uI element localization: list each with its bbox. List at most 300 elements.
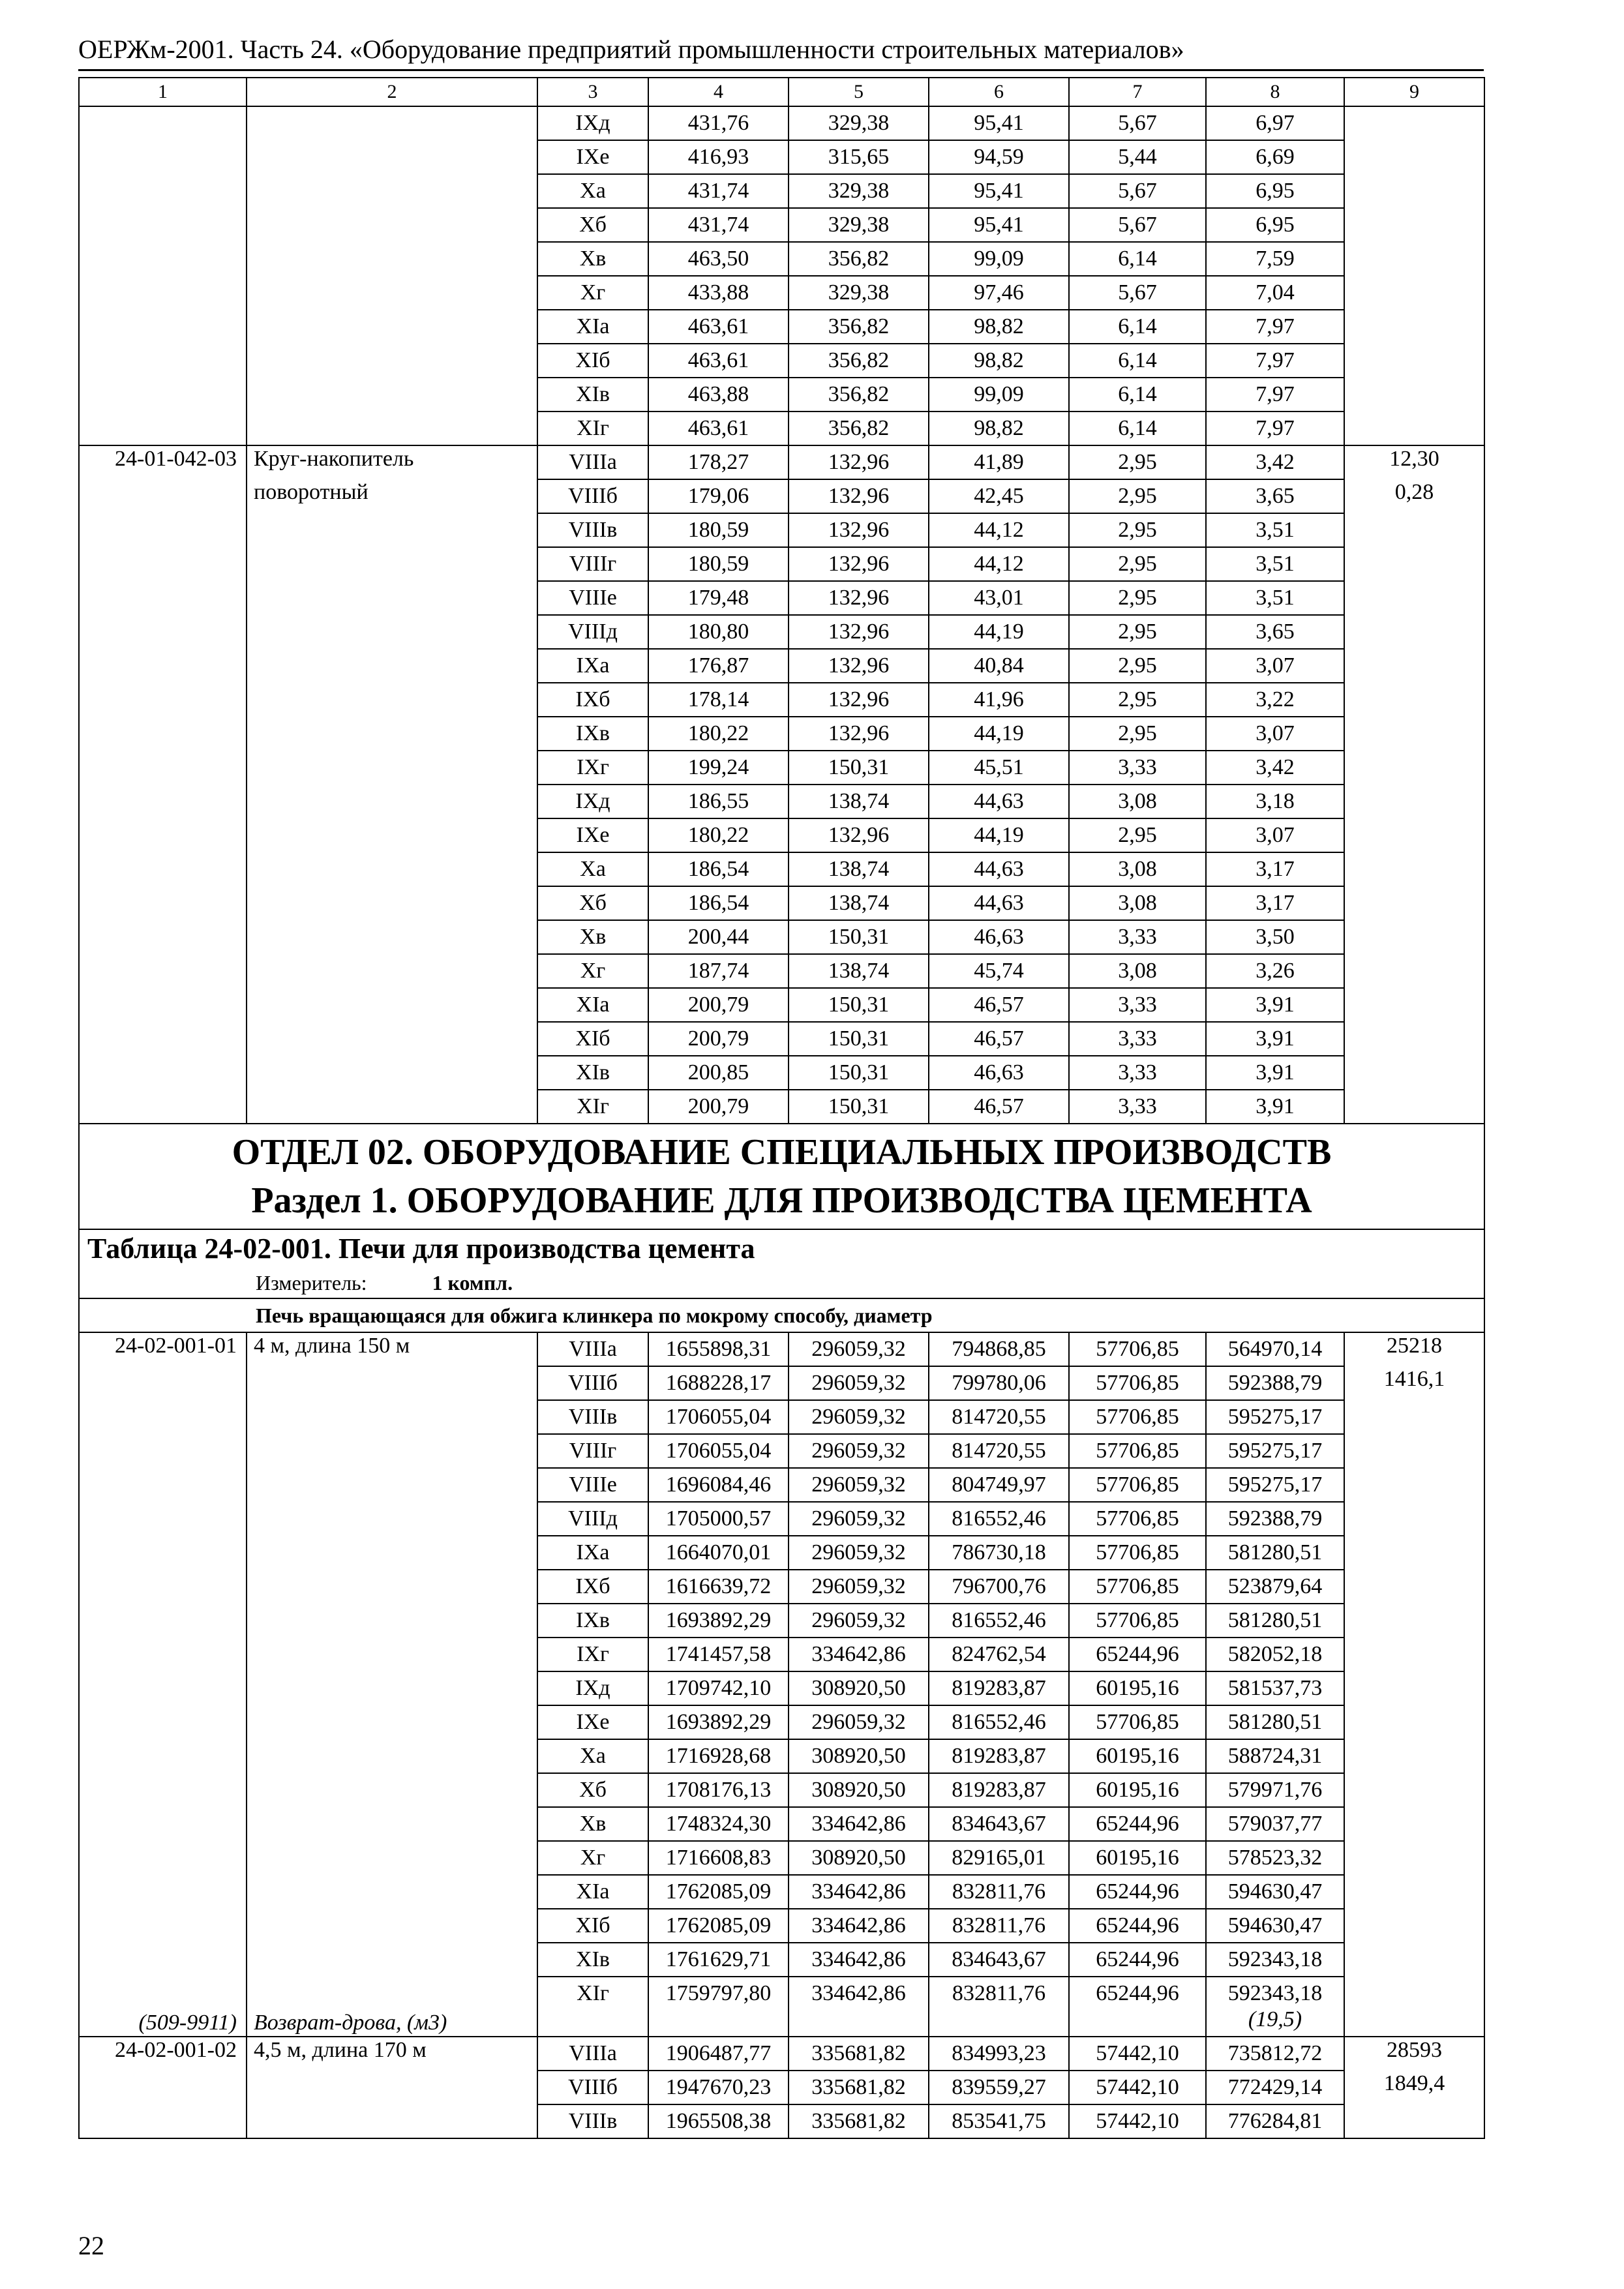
value-cell: 595275,17 bbox=[1206, 1434, 1344, 1468]
value-cell: 296059,32 bbox=[789, 1502, 929, 1536]
code-cell bbox=[79, 513, 247, 547]
col9-cell bbox=[1344, 1807, 1484, 1841]
code-cell bbox=[79, 2071, 247, 2104]
value-cell: 356,82 bbox=[789, 310, 929, 344]
value-cell: 3,91 bbox=[1206, 1090, 1344, 1124]
value-cell: 99,09 bbox=[929, 242, 1069, 276]
name-cell bbox=[247, 344, 537, 378]
col9-cell bbox=[1344, 513, 1484, 547]
value-cell: 98,82 bbox=[929, 344, 1069, 378]
value-cell: 1655898,31 bbox=[648, 1332, 789, 1366]
zone-cell: IXд bbox=[537, 785, 648, 818]
value-cell: 334642,86 bbox=[789, 1909, 929, 1943]
value-cell: 296059,32 bbox=[789, 1705, 929, 1739]
value-cell: 43,01 bbox=[929, 581, 1069, 615]
column-number-cell: 4 bbox=[648, 78, 789, 106]
col9-cell bbox=[1344, 208, 1484, 242]
section-row bbox=[79, 1124, 1484, 1229]
table-row bbox=[79, 1875, 1484, 1909]
value-cell: 186,54 bbox=[648, 886, 789, 920]
value-cell: 200,44 bbox=[648, 920, 789, 954]
name-cell bbox=[247, 242, 537, 276]
zone-cell: IXв bbox=[537, 717, 648, 751]
value-cell: 60195,16 bbox=[1069, 1739, 1206, 1773]
zone-cell: IXе bbox=[537, 1705, 648, 1739]
col9-cell: 1849,4 bbox=[1344, 2071, 1484, 2104]
value-cell: 3,07 bbox=[1206, 818, 1344, 852]
value-cell: 3,51 bbox=[1206, 581, 1344, 615]
zone-cell: VIIIв bbox=[537, 2104, 648, 2138]
value-cell: 44,63 bbox=[929, 785, 1069, 818]
value-cell: 57442,10 bbox=[1069, 2071, 1206, 2104]
value-cell: 356,82 bbox=[789, 411, 929, 445]
table-row bbox=[79, 1604, 1484, 1638]
col9-cell bbox=[1344, 1090, 1484, 1124]
name-cell bbox=[247, 1638, 537, 1671]
zone-cell: IXб bbox=[537, 683, 648, 717]
value-cell: 3,91 bbox=[1206, 1022, 1344, 1056]
value-cell: 334642,86 bbox=[789, 1807, 929, 1841]
code-cell bbox=[79, 1366, 247, 1400]
note-code: (509-9911) bbox=[138, 2011, 237, 2035]
value-cell: 6,97 bbox=[1206, 106, 1344, 140]
value-cell: 564970,14 bbox=[1206, 1332, 1344, 1366]
value-cell: 44,19 bbox=[929, 615, 1069, 649]
table-row bbox=[79, 2071, 1484, 2104]
value-cell: 581280,51 bbox=[1206, 1536, 1344, 1570]
value-cell bbox=[648, 1977, 789, 2037]
zone-cell: VIIIг bbox=[537, 1434, 648, 1468]
value-cell: 1705000,57 bbox=[648, 1502, 789, 1536]
zone-cell: XIб bbox=[537, 1022, 648, 1056]
col9-cell bbox=[1344, 1977, 1484, 2037]
value-cell: 41,89 bbox=[929, 445, 1069, 479]
zone-cell: IXе bbox=[537, 140, 648, 174]
name-cell bbox=[247, 1536, 537, 1570]
value-cell: 1616639,72 bbox=[648, 1570, 789, 1604]
zone-cell: VIIIа bbox=[537, 2037, 648, 2071]
name-cell bbox=[247, 1773, 537, 1807]
table-row bbox=[79, 886, 1484, 920]
code-cell bbox=[79, 1090, 247, 1124]
zone-cell: IXа bbox=[537, 1536, 648, 1570]
name-cell bbox=[247, 2071, 537, 2104]
zone-cell: IXа bbox=[537, 649, 648, 683]
zone-cell: Xв bbox=[537, 920, 648, 954]
zone-cell: XIа bbox=[537, 1875, 648, 1909]
value-cell: 356,82 bbox=[789, 242, 929, 276]
name-cell bbox=[247, 1841, 537, 1875]
value-cell: 187,74 bbox=[648, 954, 789, 988]
code-cell bbox=[79, 1705, 247, 1739]
value-cell: 594630,47 bbox=[1206, 1875, 1344, 1909]
value-cell: 796700,76 bbox=[929, 1570, 1069, 1604]
code-cell bbox=[79, 1604, 247, 1638]
value-cell: 463,88 bbox=[648, 378, 789, 411]
name-cell: поворотный bbox=[247, 479, 537, 513]
value-cell: 42,45 bbox=[929, 479, 1069, 513]
value-cell: 824762,54 bbox=[929, 1638, 1069, 1671]
value-cell: 3,17 bbox=[1206, 886, 1344, 920]
value-cell: 132,96 bbox=[789, 547, 929, 581]
value-cell: 588724,31 bbox=[1206, 1739, 1344, 1773]
value-text: 334642,86 bbox=[811, 1981, 906, 2005]
code-cell bbox=[79, 479, 247, 513]
value-cell: 178,14 bbox=[648, 683, 789, 717]
col9-cell bbox=[1344, 1841, 1484, 1875]
value-cell: 816552,46 bbox=[929, 1705, 1069, 1739]
table-row bbox=[79, 242, 1484, 276]
value-cell: 99,09 bbox=[929, 378, 1069, 411]
value-cell: 296059,32 bbox=[789, 1434, 929, 1468]
name-cell bbox=[247, 683, 537, 717]
zone-cell: IXг bbox=[537, 751, 648, 785]
value-cell: 95,41 bbox=[929, 174, 1069, 208]
zone-cell: Xб bbox=[537, 886, 648, 920]
name-cell bbox=[247, 852, 537, 886]
value-cell: 853541,75 bbox=[929, 2104, 1069, 2138]
value-cell: 329,38 bbox=[789, 174, 929, 208]
measure-value: 1 компл. bbox=[432, 1271, 513, 1294]
value-cell: 1906487,77 bbox=[648, 2037, 789, 2071]
value-cell: 772429,14 bbox=[1206, 2071, 1344, 2104]
value-cell: 3,18 bbox=[1206, 785, 1344, 818]
code-cell bbox=[79, 1638, 247, 1671]
value-cell: 57706,85 bbox=[1069, 1536, 1206, 1570]
value-cell: 98,82 bbox=[929, 411, 1069, 445]
value-cell: 463,50 bbox=[648, 242, 789, 276]
value-cell bbox=[1206, 1977, 1344, 2037]
value-cell: 41,96 bbox=[929, 683, 1069, 717]
value-cell: 46,63 bbox=[929, 920, 1069, 954]
value-cell: 582052,18 bbox=[1206, 1638, 1344, 1671]
table-row bbox=[79, 1773, 1484, 1807]
value-cell: 1708176,13 bbox=[648, 1773, 789, 1807]
value-cell: 95,41 bbox=[929, 208, 1069, 242]
name-cell bbox=[247, 649, 537, 683]
name-cell: 4 м, длина 150 м bbox=[247, 1332, 537, 1366]
zone-cell: Xг bbox=[537, 954, 648, 988]
value-cell: 3,65 bbox=[1206, 479, 1344, 513]
table-row bbox=[79, 1400, 1484, 1434]
value-cell: 308920,50 bbox=[789, 1841, 929, 1875]
name-cell bbox=[247, 988, 537, 1022]
col9-cell bbox=[1344, 547, 1484, 581]
zone-cell: Xа bbox=[537, 174, 648, 208]
table-row bbox=[79, 1638, 1484, 1671]
value-cell: 57706,85 bbox=[1069, 1468, 1206, 1502]
value-cell: 431,74 bbox=[648, 208, 789, 242]
zone-cell: IXд bbox=[537, 1671, 648, 1705]
name-cell bbox=[247, 717, 537, 751]
zone-cell: IXд bbox=[537, 106, 648, 140]
table-row bbox=[79, 717, 1484, 751]
value-cell: 804749,97 bbox=[929, 1468, 1069, 1502]
zone-cell: XIв bbox=[537, 1943, 648, 1977]
code-cell: 24-02-001-01 bbox=[79, 1332, 247, 1366]
col9-cell bbox=[1344, 174, 1484, 208]
col9-cell bbox=[1344, 1671, 1484, 1705]
value-cell: 308920,50 bbox=[789, 1739, 929, 1773]
zone-cell: Xб bbox=[537, 208, 648, 242]
value-cell: 180,22 bbox=[648, 818, 789, 852]
name-cell bbox=[247, 208, 537, 242]
value-cell: 150,31 bbox=[789, 751, 929, 785]
table-title-row bbox=[79, 1229, 1484, 1268]
value-cell: 786730,18 bbox=[929, 1536, 1069, 1570]
value-cell: 814720,55 bbox=[929, 1400, 1069, 1434]
table-row bbox=[79, 1943, 1484, 1977]
value-cell: 3,91 bbox=[1206, 988, 1344, 1022]
name-cell bbox=[247, 1022, 537, 1056]
code-cell bbox=[79, 1943, 247, 1977]
name-cell bbox=[247, 276, 537, 310]
value-cell: 2,95 bbox=[1069, 818, 1206, 852]
subheading-row bbox=[79, 1298, 1484, 1332]
code-cell bbox=[79, 547, 247, 581]
name-cell bbox=[247, 1604, 537, 1638]
value-cell: 799780,06 bbox=[929, 1366, 1069, 1400]
zone-cell: XIа bbox=[537, 988, 648, 1022]
name-cell bbox=[247, 140, 537, 174]
value-cell: 463,61 bbox=[648, 344, 789, 378]
value-cell: 180,59 bbox=[648, 513, 789, 547]
zone-cell: Xв bbox=[537, 242, 648, 276]
zone-cell: Xг bbox=[537, 276, 648, 310]
code-cell bbox=[79, 378, 247, 411]
col9-cell: 1416,1 bbox=[1344, 1366, 1484, 1400]
value-cell: 180,80 bbox=[648, 615, 789, 649]
table-row bbox=[79, 1366, 1484, 1400]
code-cell bbox=[79, 1671, 247, 1705]
name-cell bbox=[247, 1909, 537, 1943]
value-cell: 179,48 bbox=[648, 581, 789, 615]
col9-cell bbox=[1344, 683, 1484, 717]
value-cell: 296059,32 bbox=[789, 1400, 929, 1434]
value-cell: 2,95 bbox=[1069, 683, 1206, 717]
col9-cell bbox=[1344, 344, 1484, 378]
code-cell bbox=[79, 174, 247, 208]
code-cell bbox=[79, 1977, 247, 2037]
value-cell: 315,65 bbox=[789, 140, 929, 174]
col9-cell bbox=[1344, 276, 1484, 310]
name-cell: Круг-накопитель bbox=[247, 445, 537, 479]
table-row bbox=[79, 615, 1484, 649]
col9-cell bbox=[1344, 920, 1484, 954]
value-cell: 6,14 bbox=[1069, 310, 1206, 344]
zone-cell: Xв bbox=[537, 1807, 648, 1841]
code-cell bbox=[79, 1570, 247, 1604]
table-row bbox=[79, 1909, 1484, 1943]
code-cell bbox=[79, 581, 247, 615]
code-cell bbox=[79, 106, 247, 140]
value-cell: 839559,27 bbox=[929, 2071, 1069, 2104]
code-cell bbox=[79, 411, 247, 445]
value-cell: 334642,86 bbox=[789, 1875, 929, 1909]
value-cell: 46,57 bbox=[929, 1022, 1069, 1056]
value-cell: 3,08 bbox=[1069, 852, 1206, 886]
name-cell bbox=[247, 378, 537, 411]
name-cell bbox=[247, 1056, 537, 1090]
value-cell: 334642,86 bbox=[789, 1638, 929, 1671]
value-cell: 1706055,04 bbox=[648, 1434, 789, 1468]
value-cell: 2,95 bbox=[1069, 479, 1206, 513]
zone-cell: VIIIд bbox=[537, 1502, 648, 1536]
zone-cell: VIIIа bbox=[537, 1332, 648, 1366]
value-cell: 819283,87 bbox=[929, 1671, 1069, 1705]
zone-cell: Xг bbox=[537, 1841, 648, 1875]
value-cell: 60195,16 bbox=[1069, 1671, 1206, 1705]
value-cell: 44,19 bbox=[929, 717, 1069, 751]
zone-cell: XIб bbox=[537, 1909, 648, 1943]
column-number-cell: 1 bbox=[79, 78, 247, 106]
value-cell: 5,67 bbox=[1069, 106, 1206, 140]
value-cell: 1762085,09 bbox=[648, 1875, 789, 1909]
zone-cell: XIб bbox=[537, 344, 648, 378]
value-cell: 829165,01 bbox=[929, 1841, 1069, 1875]
value-cell: 2,95 bbox=[1069, 649, 1206, 683]
value-cell: 44,63 bbox=[929, 886, 1069, 920]
col9-cell bbox=[1344, 1604, 1484, 1638]
value-cell: 132,96 bbox=[789, 717, 929, 751]
value-cell: 3,08 bbox=[1069, 886, 1206, 920]
column-number-cell: 3 bbox=[537, 78, 648, 106]
value-cell: 735812,72 bbox=[1206, 2037, 1344, 2071]
table-row bbox=[79, 1841, 1484, 1875]
name-cell bbox=[247, 1400, 537, 1434]
code-cell bbox=[79, 1807, 247, 1841]
value-cell: 3,65 bbox=[1206, 615, 1344, 649]
code-cell: 24-01-042-03 bbox=[79, 445, 247, 479]
value-cell: 3,08 bbox=[1069, 785, 1206, 818]
measure-cell bbox=[79, 1268, 1484, 1298]
page-number: 22 bbox=[78, 2231, 104, 2260]
code-cell bbox=[79, 1875, 247, 1909]
code-cell bbox=[79, 649, 247, 683]
value-cell: 40,84 bbox=[929, 649, 1069, 683]
col9-cell bbox=[1344, 785, 1484, 818]
col9-cell bbox=[1344, 411, 1484, 445]
value-cell: 200,85 bbox=[648, 1056, 789, 1090]
name-cell bbox=[247, 1705, 537, 1739]
value-cell: 816552,46 bbox=[929, 1502, 1069, 1536]
value-cell: 132,96 bbox=[789, 479, 929, 513]
col9-cell: 12,30 bbox=[1344, 445, 1484, 479]
table-row bbox=[79, 1536, 1484, 1570]
value-cell: 186,55 bbox=[648, 785, 789, 818]
code-cell bbox=[79, 954, 247, 988]
value-cell: 463,61 bbox=[648, 310, 789, 344]
col9-cell bbox=[1344, 852, 1484, 886]
value-cell: 1762085,09 bbox=[648, 1909, 789, 1943]
value-cell: 308920,50 bbox=[789, 1671, 929, 1705]
name-cell bbox=[247, 1502, 537, 1536]
value-cell: 2,95 bbox=[1069, 615, 1206, 649]
rates-table bbox=[78, 77, 1485, 2139]
note-value: (19,5) bbox=[1248, 2007, 1302, 2031]
column-number-row bbox=[79, 78, 1484, 106]
value-cell: 57706,85 bbox=[1069, 1366, 1206, 1400]
value-cell bbox=[1069, 1977, 1206, 2037]
value-cell: 296059,32 bbox=[789, 1332, 929, 1366]
col9-cell bbox=[1344, 242, 1484, 276]
col9-cell bbox=[1344, 581, 1484, 615]
value-cell: 592343,18 bbox=[1206, 1943, 1344, 1977]
value-cell: 46,57 bbox=[929, 988, 1069, 1022]
value-cell: 132,96 bbox=[789, 818, 929, 852]
table-row bbox=[79, 1056, 1484, 1090]
col9-cell bbox=[1344, 310, 1484, 344]
name-cell bbox=[247, 1807, 537, 1841]
value-cell: 65244,96 bbox=[1069, 1807, 1206, 1841]
code-cell bbox=[79, 852, 247, 886]
value-cell: 44,19 bbox=[929, 818, 1069, 852]
value-cell: 6,14 bbox=[1069, 344, 1206, 378]
value-cell: 57706,85 bbox=[1069, 1502, 1206, 1536]
zone-cell: XIв bbox=[537, 1056, 648, 1090]
col9-cell bbox=[1344, 1943, 1484, 1977]
note-name: Возврат-дрова, (м3) bbox=[254, 2011, 447, 2035]
value-cell: 132,96 bbox=[789, 513, 929, 547]
name-cell bbox=[247, 174, 537, 208]
name-cell bbox=[247, 106, 537, 140]
zone-cell: XIв bbox=[537, 378, 648, 411]
code-cell bbox=[79, 1773, 247, 1807]
value-cell: 1693892,29 bbox=[648, 1705, 789, 1739]
value-cell: 335681,82 bbox=[789, 2104, 929, 2138]
col9-cell bbox=[1344, 886, 1484, 920]
value-cell: 431,76 bbox=[648, 106, 789, 140]
value-cell: 178,27 bbox=[648, 445, 789, 479]
value-text: 1759797,80 bbox=[665, 1981, 772, 2005]
table-row bbox=[79, 852, 1484, 886]
value-cell: 186,54 bbox=[648, 852, 789, 886]
zone-cell: VIIIв bbox=[537, 1400, 648, 1434]
zone-cell: VIIIе bbox=[537, 1468, 648, 1502]
zone-cell: VIIIе bbox=[537, 581, 648, 615]
value-cell: 832811,76 bbox=[929, 1909, 1069, 1943]
name-cell bbox=[247, 920, 537, 954]
code-cell bbox=[79, 988, 247, 1022]
value-cell: 592388,79 bbox=[1206, 1366, 1344, 1400]
zone-cell bbox=[537, 1977, 648, 2037]
value-cell: 200,79 bbox=[648, 1090, 789, 1124]
value-cell: 296059,32 bbox=[789, 1468, 929, 1502]
value-cell: 7,97 bbox=[1206, 378, 1344, 411]
zone-cell: VIIIа bbox=[537, 445, 648, 479]
name-cell bbox=[247, 818, 537, 852]
value-cell: 335681,82 bbox=[789, 2071, 929, 2104]
value-cell: 150,31 bbox=[789, 1056, 929, 1090]
value-cell: 132,96 bbox=[789, 649, 929, 683]
value-cell: 65244,96 bbox=[1069, 1909, 1206, 1943]
table-row bbox=[79, 1090, 1484, 1124]
zone-cell: IXе bbox=[537, 818, 648, 852]
value-cell: 3,51 bbox=[1206, 547, 1344, 581]
col9-cell bbox=[1344, 1570, 1484, 1604]
value-cell: 46,57 bbox=[929, 1090, 1069, 1124]
value-cell: 2,95 bbox=[1069, 717, 1206, 751]
table-row bbox=[79, 479, 1484, 513]
table-row bbox=[79, 445, 1484, 479]
col9-cell bbox=[1344, 1638, 1484, 1671]
zone-cell: XIг bbox=[537, 1090, 648, 1124]
table-row bbox=[79, 920, 1484, 954]
value-cell: 335681,82 bbox=[789, 2037, 929, 2071]
col9-cell bbox=[1344, 106, 1484, 140]
zone-cell: IXб bbox=[537, 1570, 648, 1604]
value-cell: 60195,16 bbox=[1069, 1841, 1206, 1875]
